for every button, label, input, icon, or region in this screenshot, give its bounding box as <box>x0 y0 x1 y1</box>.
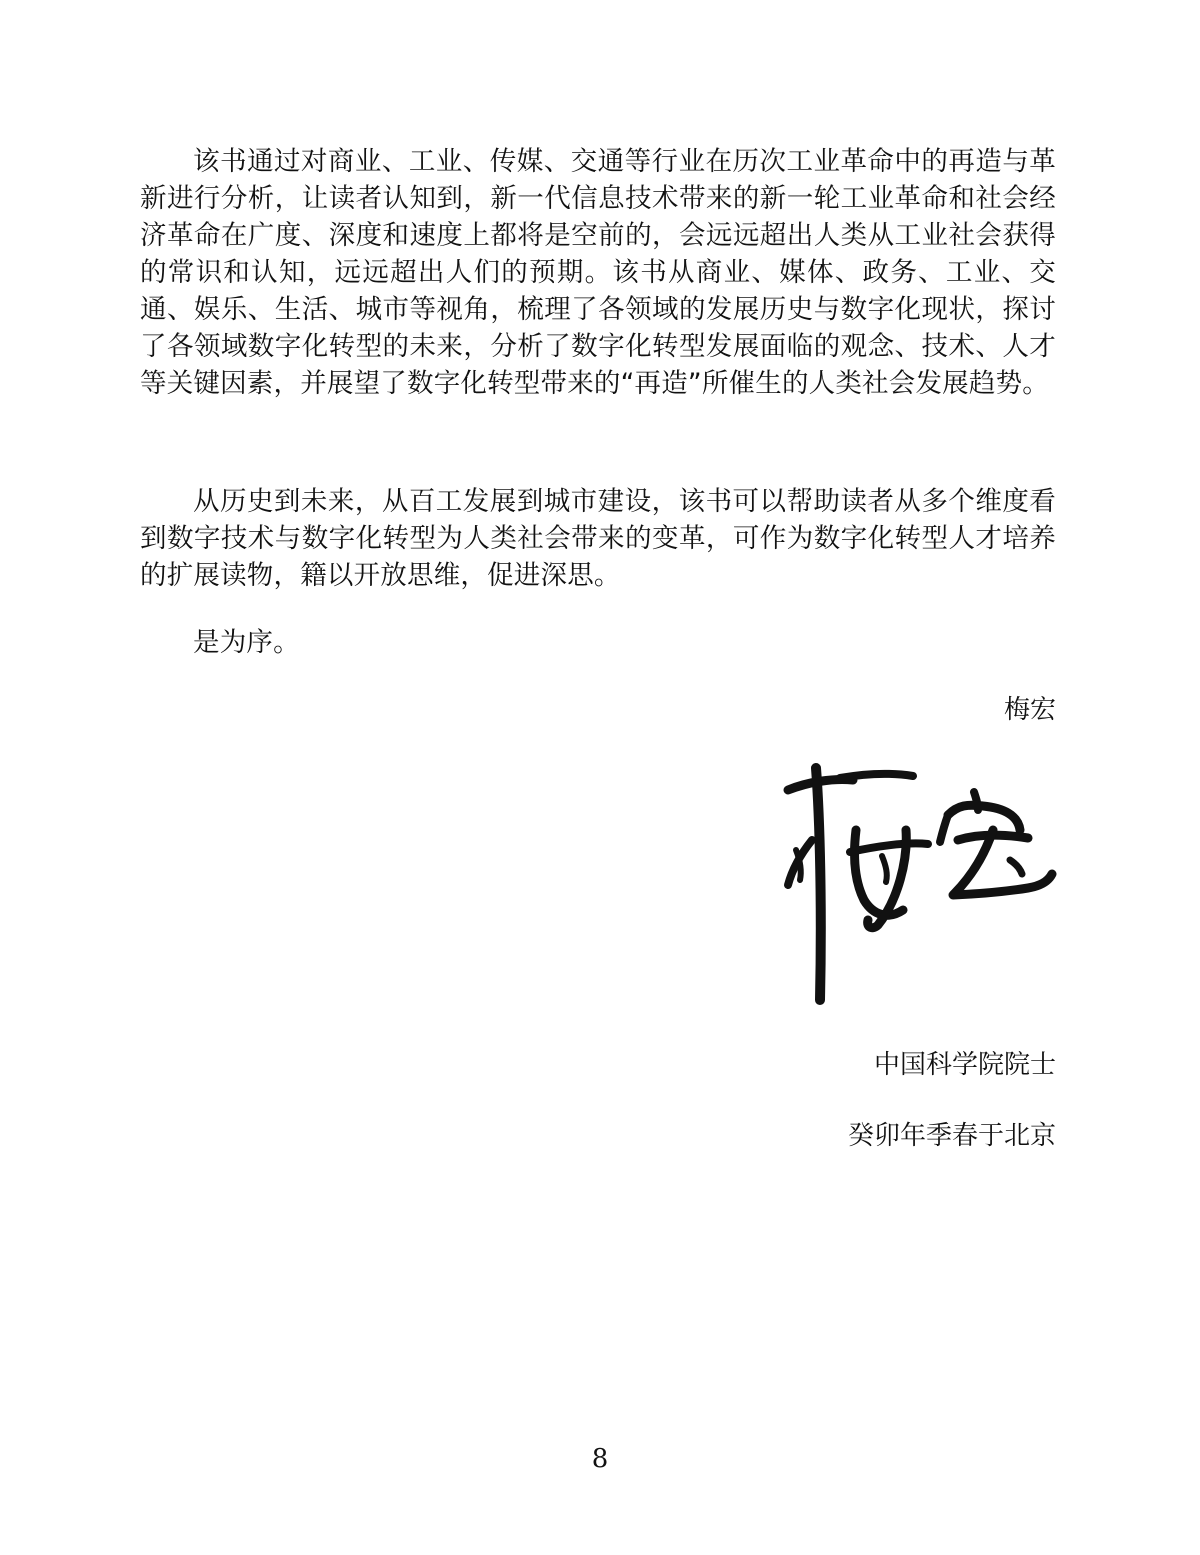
body-paragraph: 该书通过对商业、工业、传媒、交通等行业在历次工业革命中的再造与革新进行分析，让读者认知到，新一代信息技术带来的新一轮工业革命和社会经济革命在广度、深度和速度上都将是空前的，会远远超出人类从工业社会获得的常识和认知，远远超出人们的预期。该书从商业、媒体、政务、工业、交通、娱乐、生活、城市等视角，梳理了各领域的发展历史与数字化现状，探讨了各领域数字化转型的未来，分析了数字化转型发展面临的观念、技术、人才等关键因素，并展望了数字化转型带来的“再造”所催生的人类社会发展趋势。 <box>140 146 1056 399</box>
author-title: 中国科学院院士 <box>873 1050 1056 1080</box>
author-name: 梅宏 <box>1003 695 1056 725</box>
closing-line: 是为序。 <box>193 627 300 658</box>
body-paragraph: 从历史到未来，从百工发展到城市建设，该书可以帮助读者从多个维度看到数字技术与数字化转型为人类社会带来的变革，可作为数字化转型人才培养的扩展读物，籍以开放思维，促进深思。 <box>140 486 1056 591</box>
page-number: 8 <box>591 1444 609 1474</box>
date-place: 癸卯年季春于北京 <box>847 1121 1056 1151</box>
handwritten-signature <box>778 760 1068 1020</box>
